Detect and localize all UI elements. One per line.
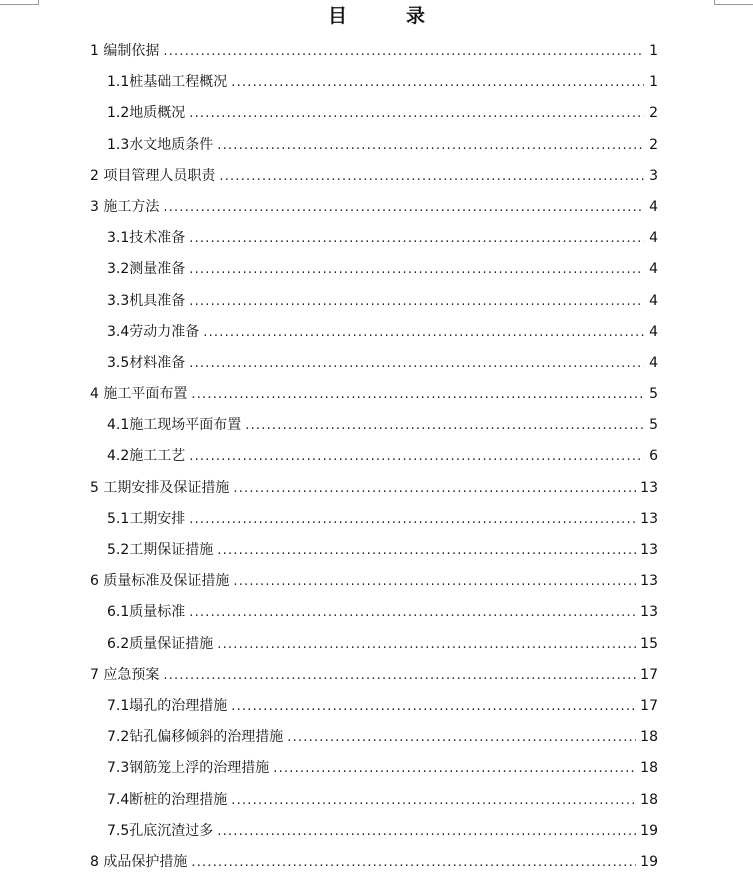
toc-entry-label: 4.1施工现场平面布置 [107,417,242,434]
toc-dot-leader [231,785,636,816]
toc-dot-leader [217,816,636,847]
toc-entry-page-number: 17 [640,666,658,683]
toc-entry-section[interactable] [0,98,753,129]
toc-dot-leader [191,379,644,410]
toc-entry-page-number: 18 [640,760,658,777]
toc-entry-section[interactable] [0,785,753,816]
toc-dot-leader [163,660,636,691]
toc-entry-label: 7 应急预案 [90,666,160,683]
toc-dot-leader [189,504,636,535]
toc-entry-label: 5.2工期保证措施 [107,542,214,558]
toc-dot-leader [189,597,636,628]
toc-entry-label: 1.1桩基础工程概况 [107,74,228,91]
toc-entry-page-number: 4 [649,261,658,278]
toc-entry-page-number: 13 [640,510,658,527]
toc-entry-page-number: 4 [649,323,658,340]
toc-entry-label: 6.1质量标准 [107,604,186,621]
toc-entry-section[interactable] [0,348,753,379]
toc-entry-page-number: 2 [649,136,658,153]
toc-entry-page-number: 4 [649,198,658,215]
toc-entry-label: 1.2地质概况 [107,105,186,122]
toc-dot-leader [233,473,636,504]
toc-entry-page-number: 13 [640,542,658,558]
toc-entry-page-number: 13 [640,573,658,590]
toc-entry-section[interactable] [0,629,753,660]
toc-dot-leader [191,847,636,878]
toc-entry-section[interactable] [0,410,753,441]
toc-entry-section[interactable] [0,504,753,535]
toc-entry-page-number: 19 [640,822,658,839]
toc-entry-page-number: 3 [649,167,658,184]
toc-entry-label: 2 项目管理人员职责 [90,167,216,184]
toc-entry-label: 7.5孔底沉渣过多 [107,822,214,839]
toc-entry-page-number: 18 [640,729,658,746]
toc-entry-page-number: 13 [640,479,658,496]
toc-entry-page-number: 4 [649,354,658,371]
toc-entry-chapter[interactable] [0,847,753,878]
toc-entry-chapter[interactable] [0,192,753,223]
toc-entry-section[interactable] [0,722,753,753]
toc-dot-leader [189,441,644,472]
table-of-contents [0,36,753,878]
toc-entry-label: 5.1工期安排 [107,510,186,527]
toc-entry-label: 3.4劳动力准备 [107,323,200,340]
toc-dot-leader [287,722,636,753]
toc-entry-chapter[interactable] [0,36,753,67]
toc-entry-label: 5 工期安排及保证措施 [90,479,230,496]
toc-entry-page-number: 1 [649,43,658,59]
toc-entry-page-number: 1 [649,74,658,91]
toc-entry-section[interactable] [0,691,753,722]
toc-entry-label: 4 施工平面布置 [90,386,188,403]
toc-dot-leader [219,161,644,192]
toc-entry-section[interactable] [0,254,753,285]
toc-entry-chapter[interactable] [0,473,753,504]
toc-entry-page-number: 18 [640,791,658,808]
toc-dot-leader [189,98,644,129]
toc-entry-page-number: 4 [649,230,658,247]
toc-entry-label: 6.2质量保证措施 [107,635,214,652]
toc-entry-page-number: 15 [640,635,658,652]
toc-entry-section[interactable] [0,597,753,628]
toc-entry-page-number: 5 [649,386,658,403]
toc-entry-label: 8 成品保护措施 [90,853,188,870]
toc-entry-section[interactable] [0,67,753,98]
toc-entry-section[interactable] [0,441,753,472]
toc-entry-section[interactable] [0,535,753,566]
toc-entry-page-number: 6 [649,448,658,465]
toc-entry-section[interactable] [0,816,753,847]
toc-dot-leader [163,192,644,223]
toc-entry-page-number: 19 [640,853,658,870]
toc-entry-section[interactable] [0,223,753,254]
toc-entry-label: 1 编制依据 [90,43,160,59]
toc-dot-leader [231,67,644,98]
toc-dot-leader [245,410,644,441]
toc-entry-label: 4.2施工工艺 [107,448,186,465]
toc-dot-leader [273,753,636,784]
toc-entry-label: 1.3水文地质条件 [107,136,214,153]
toc-entry-label: 7.2钻孔偏移倾斜的治理措施 [107,729,284,746]
toc-dot-leader [217,535,636,566]
toc-entry-label: 3.3机具准备 [107,292,186,309]
toc-entry-chapter[interactable] [0,660,753,691]
toc-entry-label: 3.5材料准备 [107,354,186,371]
toc-entry-chapter[interactable] [0,161,753,192]
toc-title: 目 录 [327,5,445,27]
toc-entry-section[interactable] [0,317,753,348]
toc-entry-label: 6 质量标准及保证措施 [90,573,230,590]
toc-entry-chapter[interactable] [0,379,753,410]
toc-entry-label: 7.3钢筋笼上浮的治理措施 [107,760,270,777]
toc-entry-page-number: 4 [649,292,658,309]
toc-entry-section[interactable] [0,753,753,784]
toc-dot-leader [163,36,644,67]
toc-dot-leader [217,629,636,660]
toc-entry-page-number: 13 [640,604,658,621]
toc-entry-chapter[interactable] [0,566,753,597]
toc-entry-page-number: 2 [649,105,658,122]
toc-entry-section[interactable] [0,286,753,317]
toc-entry-page-number: 5 [649,417,658,434]
toc-dot-leader [189,348,644,379]
toc-dot-leader [231,691,636,722]
toc-dot-leader [217,130,644,161]
toc-dot-leader [233,566,636,597]
toc-entry-label: 3.2测量准备 [107,261,186,278]
toc-entry-label: 7.4断桩的治理措施 [107,791,228,808]
toc-entry-section[interactable] [0,130,753,161]
toc-entry-page-number: 17 [640,697,658,714]
toc-entry-label: 7.1塌孔的治理措施 [107,697,228,714]
toc-entry-label: 3.1技术准备 [107,230,186,247]
toc-dot-leader [189,223,644,254]
toc-dot-leader [203,317,644,348]
toc-dot-leader [189,254,644,285]
toc-entry-label: 3 施工方法 [90,198,160,215]
toc-dot-leader [189,286,644,317]
